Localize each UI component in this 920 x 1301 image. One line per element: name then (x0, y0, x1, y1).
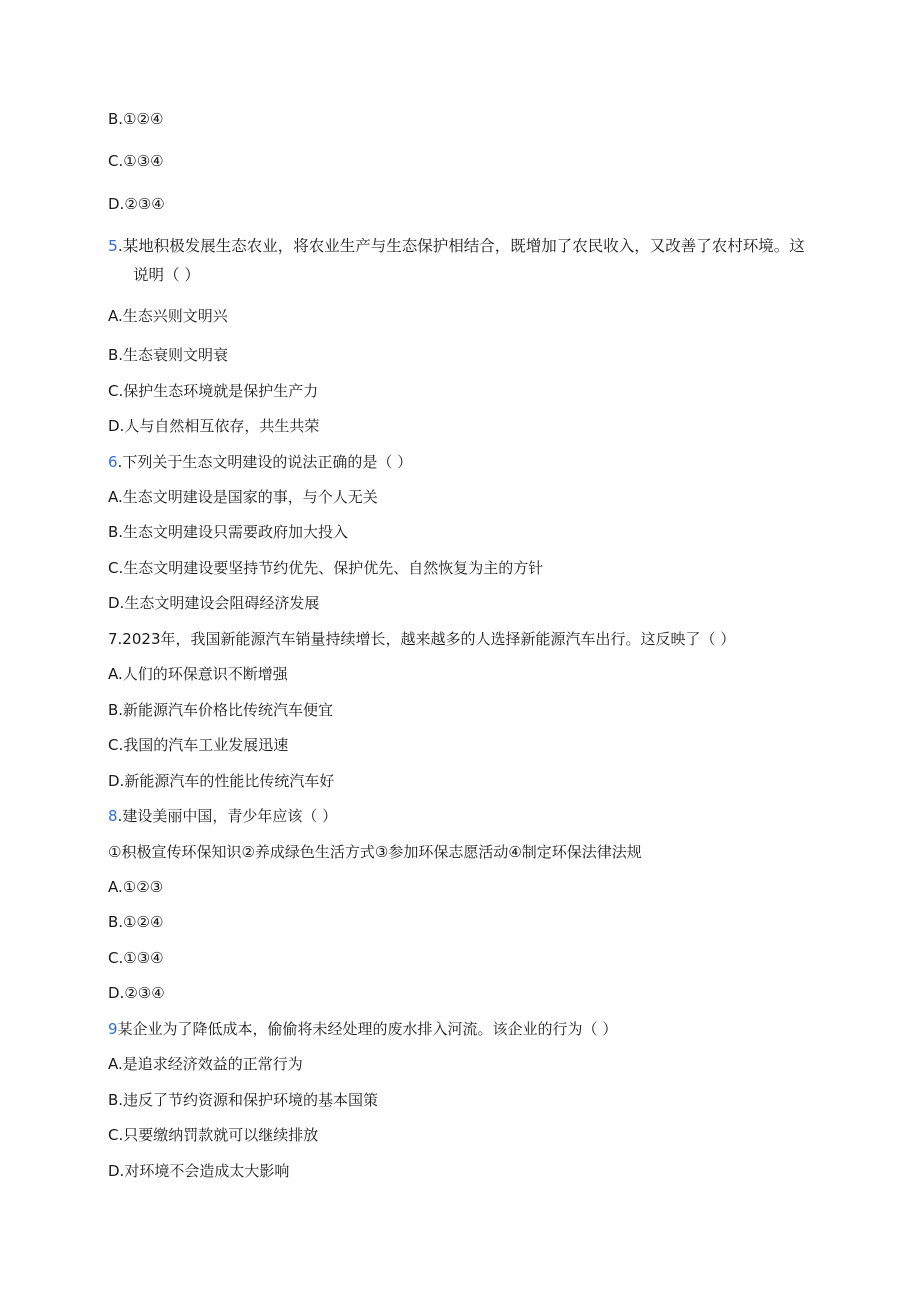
option-text: A.生态兴则文明兴 (108, 307, 228, 325)
option-b-q4 (108, 109, 163, 129)
option-text: B.生态衰则文明衰 (108, 346, 229, 364)
option-d-q6 (108, 593, 319, 613)
option-b-q9 (108, 1090, 378, 1110)
option-text: D.对环境不会造成太大影响 (108, 1162, 290, 1180)
option-text: B.①②④ (108, 913, 164, 931)
option-c-q4 (108, 151, 164, 171)
option-text: A.人们的环保意识不断增强 (108, 665, 288, 683)
question-8 (108, 806, 337, 826)
option-d-q8 (108, 983, 165, 1003)
option-text: B.新能源汽车价格比传统汽车便宜 (108, 701, 334, 719)
option-a-q9 (108, 1054, 303, 1074)
option-b-q7 (108, 700, 333, 720)
question-number: 8 (108, 807, 118, 825)
option-b-q8 (108, 912, 163, 932)
question-6 (108, 452, 412, 472)
option-b-q6 (108, 522, 348, 542)
option-text: D.②③④ (108, 195, 165, 213)
option-a-q7 (108, 664, 288, 684)
option-text: C.只要缴纳罚款就可以继续排放 (108, 1126, 319, 1144)
question-text: 说明（ ） (133, 266, 200, 284)
question-9 (108, 1019, 617, 1039)
option-text: B.违反了节约资源和保护环境的基本国策 (108, 1091, 379, 1109)
option-d-q5 (108, 416, 319, 436)
option-text: D.新能源汽车的性能比传统汽车好 (108, 772, 335, 790)
option-c-q6 (108, 558, 543, 578)
question-8-statements (108, 842, 642, 862)
option-text: D.人与自然相互依存，共生共荣 (108, 417, 320, 435)
question-text: .建设美丽中国，青少年应该（ ） (117, 807, 338, 825)
option-text: A.是追求经济效益的正常行为 (108, 1055, 303, 1073)
option-c-q5 (108, 381, 318, 401)
question-text: .下列关于生态文明建设的说法正确的是（ ） (117, 453, 413, 471)
option-a-q6 (108, 487, 378, 507)
option-c-q7 (108, 735, 288, 755)
option-text: C.①③④ (108, 949, 164, 967)
statement-text: ①积极宣传环保知识②养成绿色生活方式③参加环保志愿活动④制定环保法律法规 (108, 843, 642, 861)
option-text: D.②③④ (108, 984, 165, 1002)
question-5 (108, 236, 805, 256)
option-d-q4 (108, 194, 165, 214)
question-text: 某企业为了降低成本，偷偷将未经处理的废水排入河流。该企业的行为（ ） (117, 1020, 618, 1038)
question-number: 9 (108, 1020, 118, 1038)
option-d-q9 (108, 1161, 289, 1181)
option-a-q5 (108, 306, 228, 326)
option-text: A.生态文明建设是国家的事，与个人无关 (108, 488, 378, 506)
option-text: C.①③④ (108, 152, 164, 170)
question-7 (108, 629, 735, 649)
option-text: B.①②④ (108, 110, 164, 128)
question-number: 6 (108, 453, 118, 471)
option-text: A.①②③ (108, 878, 164, 896)
question-text: 7.2023年，我国新能源汽车销量持续增长，越来越多的人选择新能源汽车出行。这反映了（ ） (108, 630, 736, 648)
option-text: C.保护生态环境就是保护生产力 (108, 382, 319, 400)
option-text: C.生态文明建设要坚持节约优先、保护优先、自然恢复为主的方针 (108, 559, 544, 577)
option-text: B.生态文明建设只需要政府加大投入 (108, 523, 349, 541)
option-d-q7 (108, 771, 334, 791)
question-5-continuation (133, 265, 200, 285)
question-text: .某地积极发展生态农业，将农业生产与生态保护相结合，既增加了农民收入，又改善了农村环境。这 (117, 237, 805, 255)
question-number: 5 (108, 237, 118, 255)
option-c-q8 (108, 948, 164, 968)
option-b-q5 (108, 345, 228, 365)
option-text: C.我国的汽车工业发展迅速 (108, 736, 289, 754)
option-c-q9 (108, 1125, 318, 1145)
option-a-q8 (108, 877, 163, 897)
option-text: D.生态文明建设会阻碍经济发展 (108, 594, 320, 612)
